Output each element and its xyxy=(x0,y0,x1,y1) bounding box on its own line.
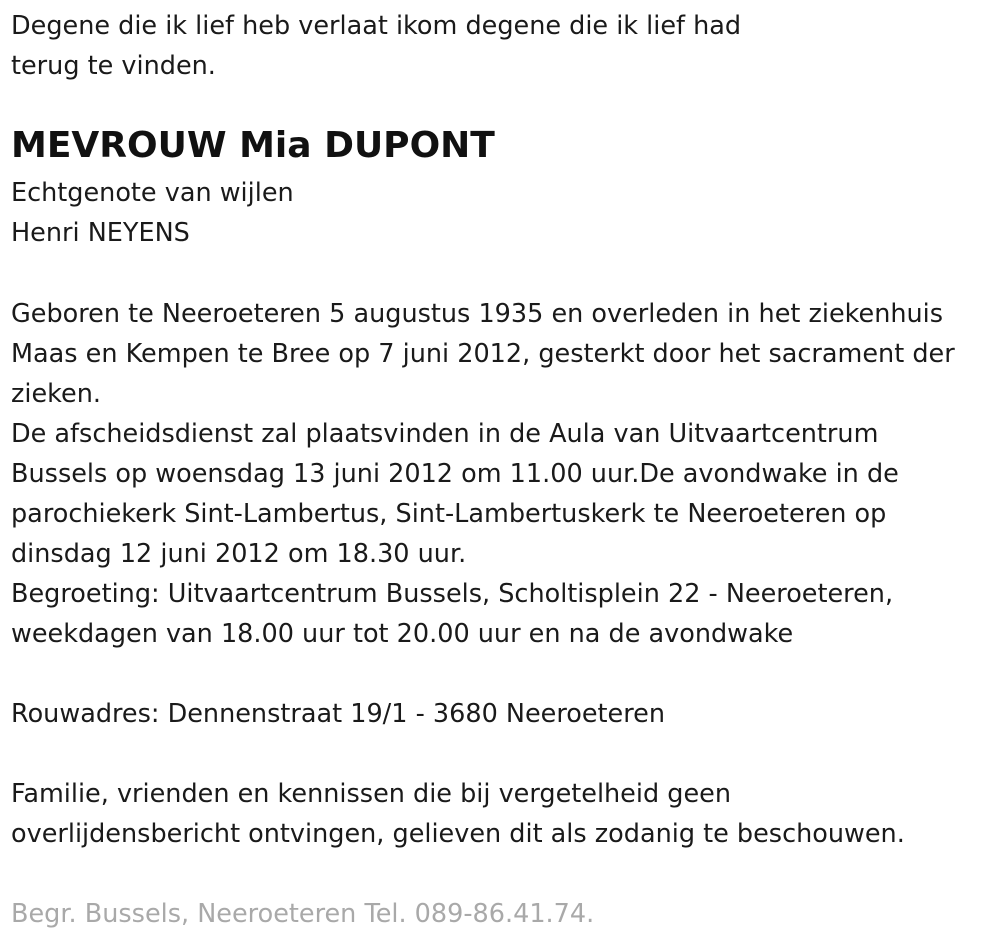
detail-line: De afscheidsdienst zal plaatsvinden in de Aula van Uitvaartcentrum xyxy=(11,419,879,449)
detail-line: Begroeting: Uitvaartcentrum Bussels, Scholtisplein 22 - Neeroeteren, xyxy=(11,579,894,609)
quote-line: terug te vinden. xyxy=(11,51,216,81)
detail-line: dinsdag 12 juni 2012 om 18.30 uur. xyxy=(11,539,467,569)
deceased-name: MEVROUW Mia DUPONT xyxy=(11,125,495,166)
detail-line: weekdagen van 18.00 uur tot 20.00 uur en na de avondwake xyxy=(11,619,794,649)
family-notice xyxy=(11,774,905,854)
spouse-info xyxy=(11,173,294,253)
quote-line: Degene die ik lief heb verlaat ikom degene die ik lief had xyxy=(11,11,742,41)
service-details xyxy=(11,294,955,654)
detail-line: Geboren te Neeroeteren 5 augustus 1935 en overleden in het ziekenhuis xyxy=(11,299,944,329)
spouse-line: Henri NEYENS xyxy=(11,218,190,248)
opening-quote xyxy=(11,6,741,86)
detail-line: Maas en Kempen te Bree op 7 juni 2012, gesterkt door het sacrament der xyxy=(11,339,955,369)
detail-line: zieken. xyxy=(11,379,101,409)
family-line: Familie, vrienden en kennissen die bij vergetelheid geen xyxy=(11,779,731,809)
funeral-home-footer: Begr. Bussels, Neeroeteren Tel. 089-86.41.74. xyxy=(11,899,595,929)
detail-line: parochiekerk Sint-Lambertus, Sint-Lambertuskerk te Neeroeteren op xyxy=(11,499,887,529)
spouse-line: Echtgenote van wijlen xyxy=(11,178,294,208)
detail-line: Bussels op woensdag 13 juni 2012 om 11.00 uur.De avondwake in de xyxy=(11,459,899,489)
family-line: overlijdensbericht ontvingen, gelieven dit als zodanig te beschouwen. xyxy=(11,819,905,849)
mourning-address: Rouwadres: Dennenstraat 19/1 - 3680 Neeroeteren xyxy=(11,699,666,729)
